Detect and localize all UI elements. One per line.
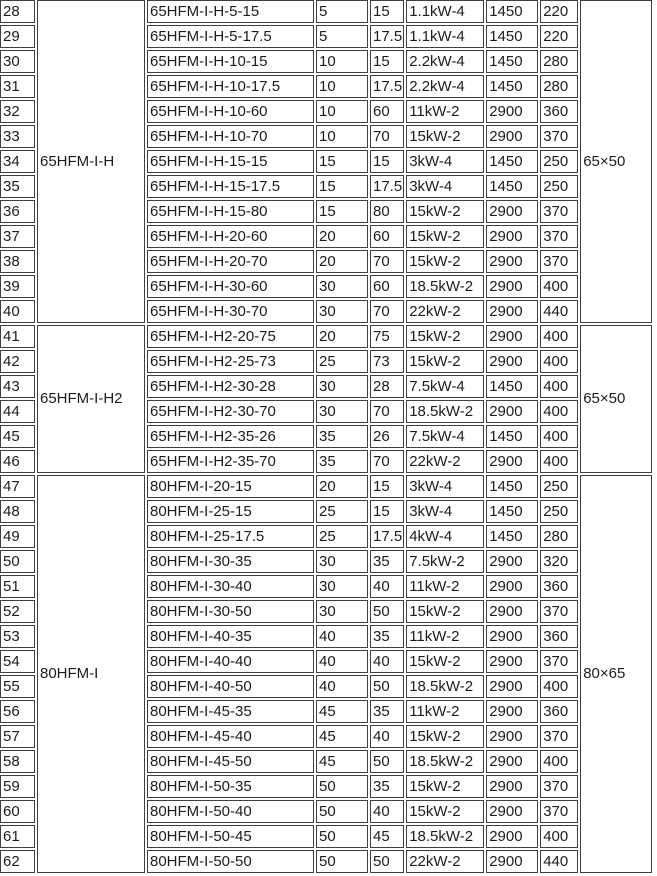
cell-speed: 2900 — [486, 725, 538, 748]
cell-row-no: 50 — [0, 550, 35, 573]
cell-motor-power: 15kW-2 — [406, 600, 484, 623]
cell-row-no: 37 — [0, 225, 35, 248]
cell-capacity: 30 — [316, 275, 368, 298]
cell-model: 65HFM-I-H-15-15 — [147, 150, 314, 173]
cell-speed: 2900 — [486, 850, 538, 873]
cell-row-no: 42 — [0, 350, 35, 373]
cell-model: 80HFM-I-25-15 — [147, 500, 314, 523]
cell-row-no: 46 — [0, 450, 35, 473]
cell-speed: 1450 — [486, 25, 538, 48]
cell-head: 35 — [370, 700, 404, 723]
cell-model: 65HFM-I-H2-30-70 — [147, 400, 314, 423]
cell-row-no: 57 — [0, 725, 35, 748]
cell-capacity: 30 — [316, 375, 368, 398]
cell-head: 50 — [370, 675, 404, 698]
cell-speed: 2900 — [486, 200, 538, 223]
cell-capacity: 30 — [316, 550, 368, 573]
cell-speed: 2900 — [486, 350, 538, 373]
cell-series-name: 65HFM-I-H — [37, 0, 145, 323]
cell-speed: 2900 — [486, 750, 538, 773]
cell-speed: 2900 — [486, 300, 538, 323]
cell-speed: 2900 — [486, 800, 538, 823]
cell-model: 80HFM-I-50-45 — [147, 825, 314, 848]
cell-diameter: 250 — [540, 475, 578, 498]
cell-capacity: 25 — [316, 500, 368, 523]
cell-diameter: 370 — [540, 225, 578, 248]
cell-capacity: 40 — [316, 675, 368, 698]
cell-motor-power: 11kW-2 — [406, 625, 484, 648]
cell-motor-power: 22kW-2 — [406, 850, 484, 873]
cell-head: 50 — [370, 750, 404, 773]
cell-row-no: 53 — [0, 625, 35, 648]
cell-head: 40 — [370, 725, 404, 748]
cell-motor-power: 3kW-4 — [406, 150, 484, 173]
cell-diameter: 400 — [540, 400, 578, 423]
cell-capacity: 30 — [316, 400, 368, 423]
cell-diameter: 360 — [540, 700, 578, 723]
cell-motor-power: 1.1kW-4 — [406, 0, 484, 23]
cell-diameter: 280 — [540, 75, 578, 98]
cell-row-no: 29 — [0, 25, 35, 48]
cell-diameter: 220 — [540, 25, 578, 48]
cell-motor-power: 4kW-4 — [406, 525, 484, 548]
cell-row-no: 62 — [0, 850, 35, 873]
cell-model: 80HFM-I-30-35 — [147, 550, 314, 573]
cell-diameter: 280 — [540, 50, 578, 73]
cell-series-name: 80HFM-I — [37, 475, 145, 873]
cell-motor-power: 11kW-2 — [406, 100, 484, 123]
cell-model: 65HFM-I-H2-20-75 — [147, 325, 314, 348]
cell-motor-power: 15kW-2 — [406, 800, 484, 823]
cell-motor-power: 7.5kW-4 — [406, 375, 484, 398]
cell-diameter: 370 — [540, 600, 578, 623]
cell-model: 80HFM-I-45-35 — [147, 700, 314, 723]
cell-diameter: 360 — [540, 625, 578, 648]
cell-model: 80HFM-I-30-50 — [147, 600, 314, 623]
cell-model: 80HFM-I-30-40 — [147, 575, 314, 598]
cell-row-no: 41 — [0, 325, 35, 348]
cell-row-no: 32 — [0, 100, 35, 123]
cell-motor-power: 11kW-2 — [406, 575, 484, 598]
cell-diameter: 400 — [540, 750, 578, 773]
cell-diameter: 360 — [540, 575, 578, 598]
cell-port-size: 65×50 — [580, 0, 652, 323]
cell-speed: 2900 — [486, 100, 538, 123]
cell-model: 65HFM-I-H-10-15 — [147, 50, 314, 73]
cell-head: 17.5 — [370, 525, 404, 548]
table-row — [0, 325, 652, 348]
cell-speed: 2900 — [486, 825, 538, 848]
cell-row-no: 33 — [0, 125, 35, 148]
cell-model: 80HFM-I-40-35 — [147, 625, 314, 648]
cell-motor-power: 2.2kW-4 — [406, 75, 484, 98]
cell-motor-power: 18.5kW-2 — [406, 275, 484, 298]
table-row — [0, 0, 652, 23]
cell-capacity: 15 — [316, 150, 368, 173]
cell-speed: 2900 — [486, 575, 538, 598]
cell-diameter: 250 — [540, 150, 578, 173]
cell-model: 65HFM-I-H-5-17.5 — [147, 25, 314, 48]
cell-motor-power: 18.5kW-2 — [406, 675, 484, 698]
cell-diameter: 320 — [540, 550, 578, 573]
cell-model: 65HFM-I-H2-30-28 — [147, 375, 314, 398]
cell-speed: 1450 — [486, 425, 538, 448]
cell-capacity: 30 — [316, 300, 368, 323]
cell-speed: 2900 — [486, 600, 538, 623]
cell-motor-power: 7.5kW-4 — [406, 425, 484, 448]
cell-motor-power: 18.5kW-2 — [406, 750, 484, 773]
cell-capacity: 40 — [316, 650, 368, 673]
cell-model: 80HFM-I-45-50 — [147, 750, 314, 773]
cell-diameter: 370 — [540, 250, 578, 273]
cell-model: 65HFM-I-H-15-80 — [147, 200, 314, 223]
cell-speed: 2900 — [486, 325, 538, 348]
cell-model: 80HFM-I-25-17.5 — [147, 525, 314, 548]
cell-capacity: 35 — [316, 450, 368, 473]
cell-motor-power: 18.5kW-2 — [406, 400, 484, 423]
cell-motor-power: 15kW-2 — [406, 325, 484, 348]
cell-diameter: 250 — [540, 500, 578, 523]
cell-capacity: 15 — [316, 175, 368, 198]
cell-model: 65HFM-I-H-5-15 — [147, 0, 314, 23]
cell-diameter: 280 — [540, 525, 578, 548]
cell-speed: 2900 — [486, 650, 538, 673]
cell-head: 15 — [370, 500, 404, 523]
cell-model: 80HFM-I-40-50 — [147, 675, 314, 698]
cell-capacity: 40 — [316, 625, 368, 648]
cell-head: 35 — [370, 550, 404, 573]
cell-model: 80HFM-I-50-50 — [147, 850, 314, 873]
cell-head: 50 — [370, 850, 404, 873]
cell-model: 65HFM-I-H-10-60 — [147, 100, 314, 123]
cell-model: 80HFM-I-20-15 — [147, 475, 314, 498]
cell-row-no: 45 — [0, 425, 35, 448]
cell-model: 65HFM-I-H-20-70 — [147, 250, 314, 273]
cell-head: 80 — [370, 200, 404, 223]
cell-head: 17.5 — [370, 75, 404, 98]
cell-motor-power: 18.5kW-2 — [406, 825, 484, 848]
cell-row-no: 30 — [0, 50, 35, 73]
cell-diameter: 220 — [540, 0, 578, 23]
cell-model: 65HFM-I-H-10-17.5 — [147, 75, 314, 98]
cell-speed: 2900 — [486, 250, 538, 273]
cell-model: 80HFM-I-50-35 — [147, 775, 314, 798]
cell-head: 17.5 — [370, 175, 404, 198]
cell-diameter: 360 — [540, 100, 578, 123]
cell-diameter: 370 — [540, 650, 578, 673]
cell-row-no: 54 — [0, 650, 35, 673]
cell-head: 40 — [370, 575, 404, 598]
cell-row-no: 44 — [0, 400, 35, 423]
cell-motor-power: 15kW-2 — [406, 200, 484, 223]
cell-speed: 1450 — [486, 150, 538, 173]
cell-row-no: 34 — [0, 150, 35, 173]
cell-capacity: 10 — [316, 75, 368, 98]
cell-speed: 2900 — [486, 225, 538, 248]
cell-diameter: 250 — [540, 175, 578, 198]
cell-capacity: 25 — [316, 350, 368, 373]
cell-motor-power: 15kW-2 — [406, 350, 484, 373]
cell-capacity: 20 — [316, 250, 368, 273]
cell-capacity: 20 — [316, 325, 368, 348]
cell-motor-power: 15kW-2 — [406, 125, 484, 148]
cell-diameter: 400 — [540, 450, 578, 473]
cell-capacity: 45 — [316, 725, 368, 748]
cell-head: 60 — [370, 275, 404, 298]
cell-row-no: 61 — [0, 825, 35, 848]
cell-model: 80HFM-I-50-40 — [147, 800, 314, 823]
cell-motor-power: 3kW-4 — [406, 475, 484, 498]
cell-model: 65HFM-I-H-30-70 — [147, 300, 314, 323]
cell-speed: 2900 — [486, 625, 538, 648]
cell-row-no: 60 — [0, 800, 35, 823]
cell-row-no: 59 — [0, 775, 35, 798]
cell-capacity: 25 — [316, 525, 368, 548]
cell-diameter: 400 — [540, 375, 578, 398]
cell-row-no: 40 — [0, 300, 35, 323]
cell-capacity: 5 — [316, 0, 368, 23]
cell-head: 17.5 — [370, 25, 404, 48]
cell-motor-power: 15kW-2 — [406, 225, 484, 248]
cell-model: 65HFM-I-H2-35-70 — [147, 450, 314, 473]
cell-head: 28 — [370, 375, 404, 398]
cell-head: 26 — [370, 425, 404, 448]
cell-head: 70 — [370, 300, 404, 323]
cell-capacity: 30 — [316, 600, 368, 623]
cell-model: 65HFM-I-H-10-70 — [147, 125, 314, 148]
cell-model: 65HFM-I-H2-25-73 — [147, 350, 314, 373]
cell-speed: 1450 — [486, 0, 538, 23]
cell-model: 65HFM-I-H2-35-26 — [147, 425, 314, 448]
cell-diameter: 400 — [540, 325, 578, 348]
cell-port-size: 65×50 — [580, 325, 652, 473]
cell-capacity: 20 — [316, 225, 368, 248]
cell-speed: 1450 — [486, 75, 538, 98]
cell-motor-power: 15kW-2 — [406, 725, 484, 748]
cell-diameter: 370 — [540, 125, 578, 148]
cell-head: 45 — [370, 825, 404, 848]
cell-capacity: 50 — [316, 800, 368, 823]
cell-head: 15 — [370, 0, 404, 23]
cell-diameter: 400 — [540, 825, 578, 848]
cell-head: 70 — [370, 250, 404, 273]
cell-model: 65HFM-I-H-15-17.5 — [147, 175, 314, 198]
cell-speed: 1450 — [486, 525, 538, 548]
cell-capacity: 20 — [316, 475, 368, 498]
cell-row-no: 39 — [0, 275, 35, 298]
cell-diameter: 400 — [540, 350, 578, 373]
cell-row-no: 51 — [0, 575, 35, 598]
cell-row-no: 38 — [0, 250, 35, 273]
cell-capacity: 35 — [316, 425, 368, 448]
cell-diameter: 440 — [540, 850, 578, 873]
cell-row-no: 36 — [0, 200, 35, 223]
cell-model: 65HFM-I-H-20-60 — [147, 225, 314, 248]
cell-motor-power: 22kW-2 — [406, 300, 484, 323]
cell-row-no: 35 — [0, 175, 35, 198]
cell-motor-power: 3kW-4 — [406, 500, 484, 523]
cell-port-size: 80×65 — [580, 475, 652, 873]
cell-speed: 2900 — [486, 550, 538, 573]
cell-row-no: 58 — [0, 750, 35, 773]
cell-head: 70 — [370, 400, 404, 423]
cell-row-no: 56 — [0, 700, 35, 723]
cell-motor-power: 22kW-2 — [406, 450, 484, 473]
cell-motor-power: 7.5kW-2 — [406, 550, 484, 573]
cell-capacity: 10 — [316, 100, 368, 123]
cell-capacity: 50 — [316, 775, 368, 798]
cell-speed: 2900 — [486, 675, 538, 698]
cell-row-no: 48 — [0, 500, 35, 523]
cell-motor-power: 1.1kW-4 — [406, 25, 484, 48]
cell-diameter: 370 — [540, 200, 578, 223]
cell-head: 73 — [370, 350, 404, 373]
cell-model: 65HFM-I-H-30-60 — [147, 275, 314, 298]
cell-row-no: 55 — [0, 675, 35, 698]
cell-head: 35 — [370, 625, 404, 648]
cell-row-no: 31 — [0, 75, 35, 98]
cell-head: 15 — [370, 150, 404, 173]
cell-diameter: 440 — [540, 300, 578, 323]
cell-head: 15 — [370, 50, 404, 73]
cell-model: 80HFM-I-45-40 — [147, 725, 314, 748]
cell-speed: 2900 — [486, 400, 538, 423]
table-row — [0, 475, 652, 498]
cell-head: 60 — [370, 100, 404, 123]
cell-diameter: 370 — [540, 775, 578, 798]
cell-head: 70 — [370, 450, 404, 473]
cell-motor-power: 15kW-2 — [406, 650, 484, 673]
cell-row-no: 28 — [0, 0, 35, 23]
cell-head: 35 — [370, 775, 404, 798]
cell-speed: 1450 — [486, 500, 538, 523]
cell-speed: 1450 — [486, 475, 538, 498]
cell-motor-power: 3kW-4 — [406, 175, 484, 198]
cell-speed: 1450 — [486, 50, 538, 73]
cell-row-no: 49 — [0, 525, 35, 548]
cell-head: 40 — [370, 800, 404, 823]
cell-row-no: 52 — [0, 600, 35, 623]
cell-capacity: 50 — [316, 850, 368, 873]
cell-capacity: 30 — [316, 575, 368, 598]
cell-capacity: 5 — [316, 25, 368, 48]
cell-head: 40 — [370, 650, 404, 673]
cell-speed: 2900 — [486, 700, 538, 723]
cell-row-no: 43 — [0, 375, 35, 398]
cell-series-name: 65HFM-I-H2 — [37, 325, 145, 473]
cell-capacity: 10 — [316, 125, 368, 148]
cell-capacity: 10 — [316, 50, 368, 73]
cell-speed: 2900 — [486, 125, 538, 148]
cell-head: 60 — [370, 225, 404, 248]
cell-capacity: 45 — [316, 700, 368, 723]
cell-diameter: 370 — [540, 800, 578, 823]
cell-head: 15 — [370, 475, 404, 498]
cell-motor-power: 15kW-2 — [406, 250, 484, 273]
cell-head: 50 — [370, 600, 404, 623]
cell-speed: 2900 — [486, 450, 538, 473]
cell-capacity: 45 — [316, 750, 368, 773]
cell-speed: 1450 — [486, 175, 538, 198]
cell-row-no: 47 — [0, 475, 35, 498]
cell-diameter: 400 — [540, 275, 578, 298]
cell-model: 80HFM-I-40-40 — [147, 650, 314, 673]
cell-capacity: 15 — [316, 200, 368, 223]
cell-diameter: 400 — [540, 425, 578, 448]
cell-motor-power: 2.2kW-4 — [406, 50, 484, 73]
cell-speed: 2900 — [486, 275, 538, 298]
cell-motor-power: 15kW-2 — [406, 775, 484, 798]
cell-speed: 2900 — [486, 775, 538, 798]
cell-head: 70 — [370, 125, 404, 148]
cell-diameter: 400 — [540, 675, 578, 698]
cell-diameter: 370 — [540, 725, 578, 748]
cell-motor-power: 11kW-2 — [406, 700, 484, 723]
cell-capacity: 50 — [316, 825, 368, 848]
cell-head: 75 — [370, 325, 404, 348]
cell-speed: 1450 — [486, 375, 538, 398]
